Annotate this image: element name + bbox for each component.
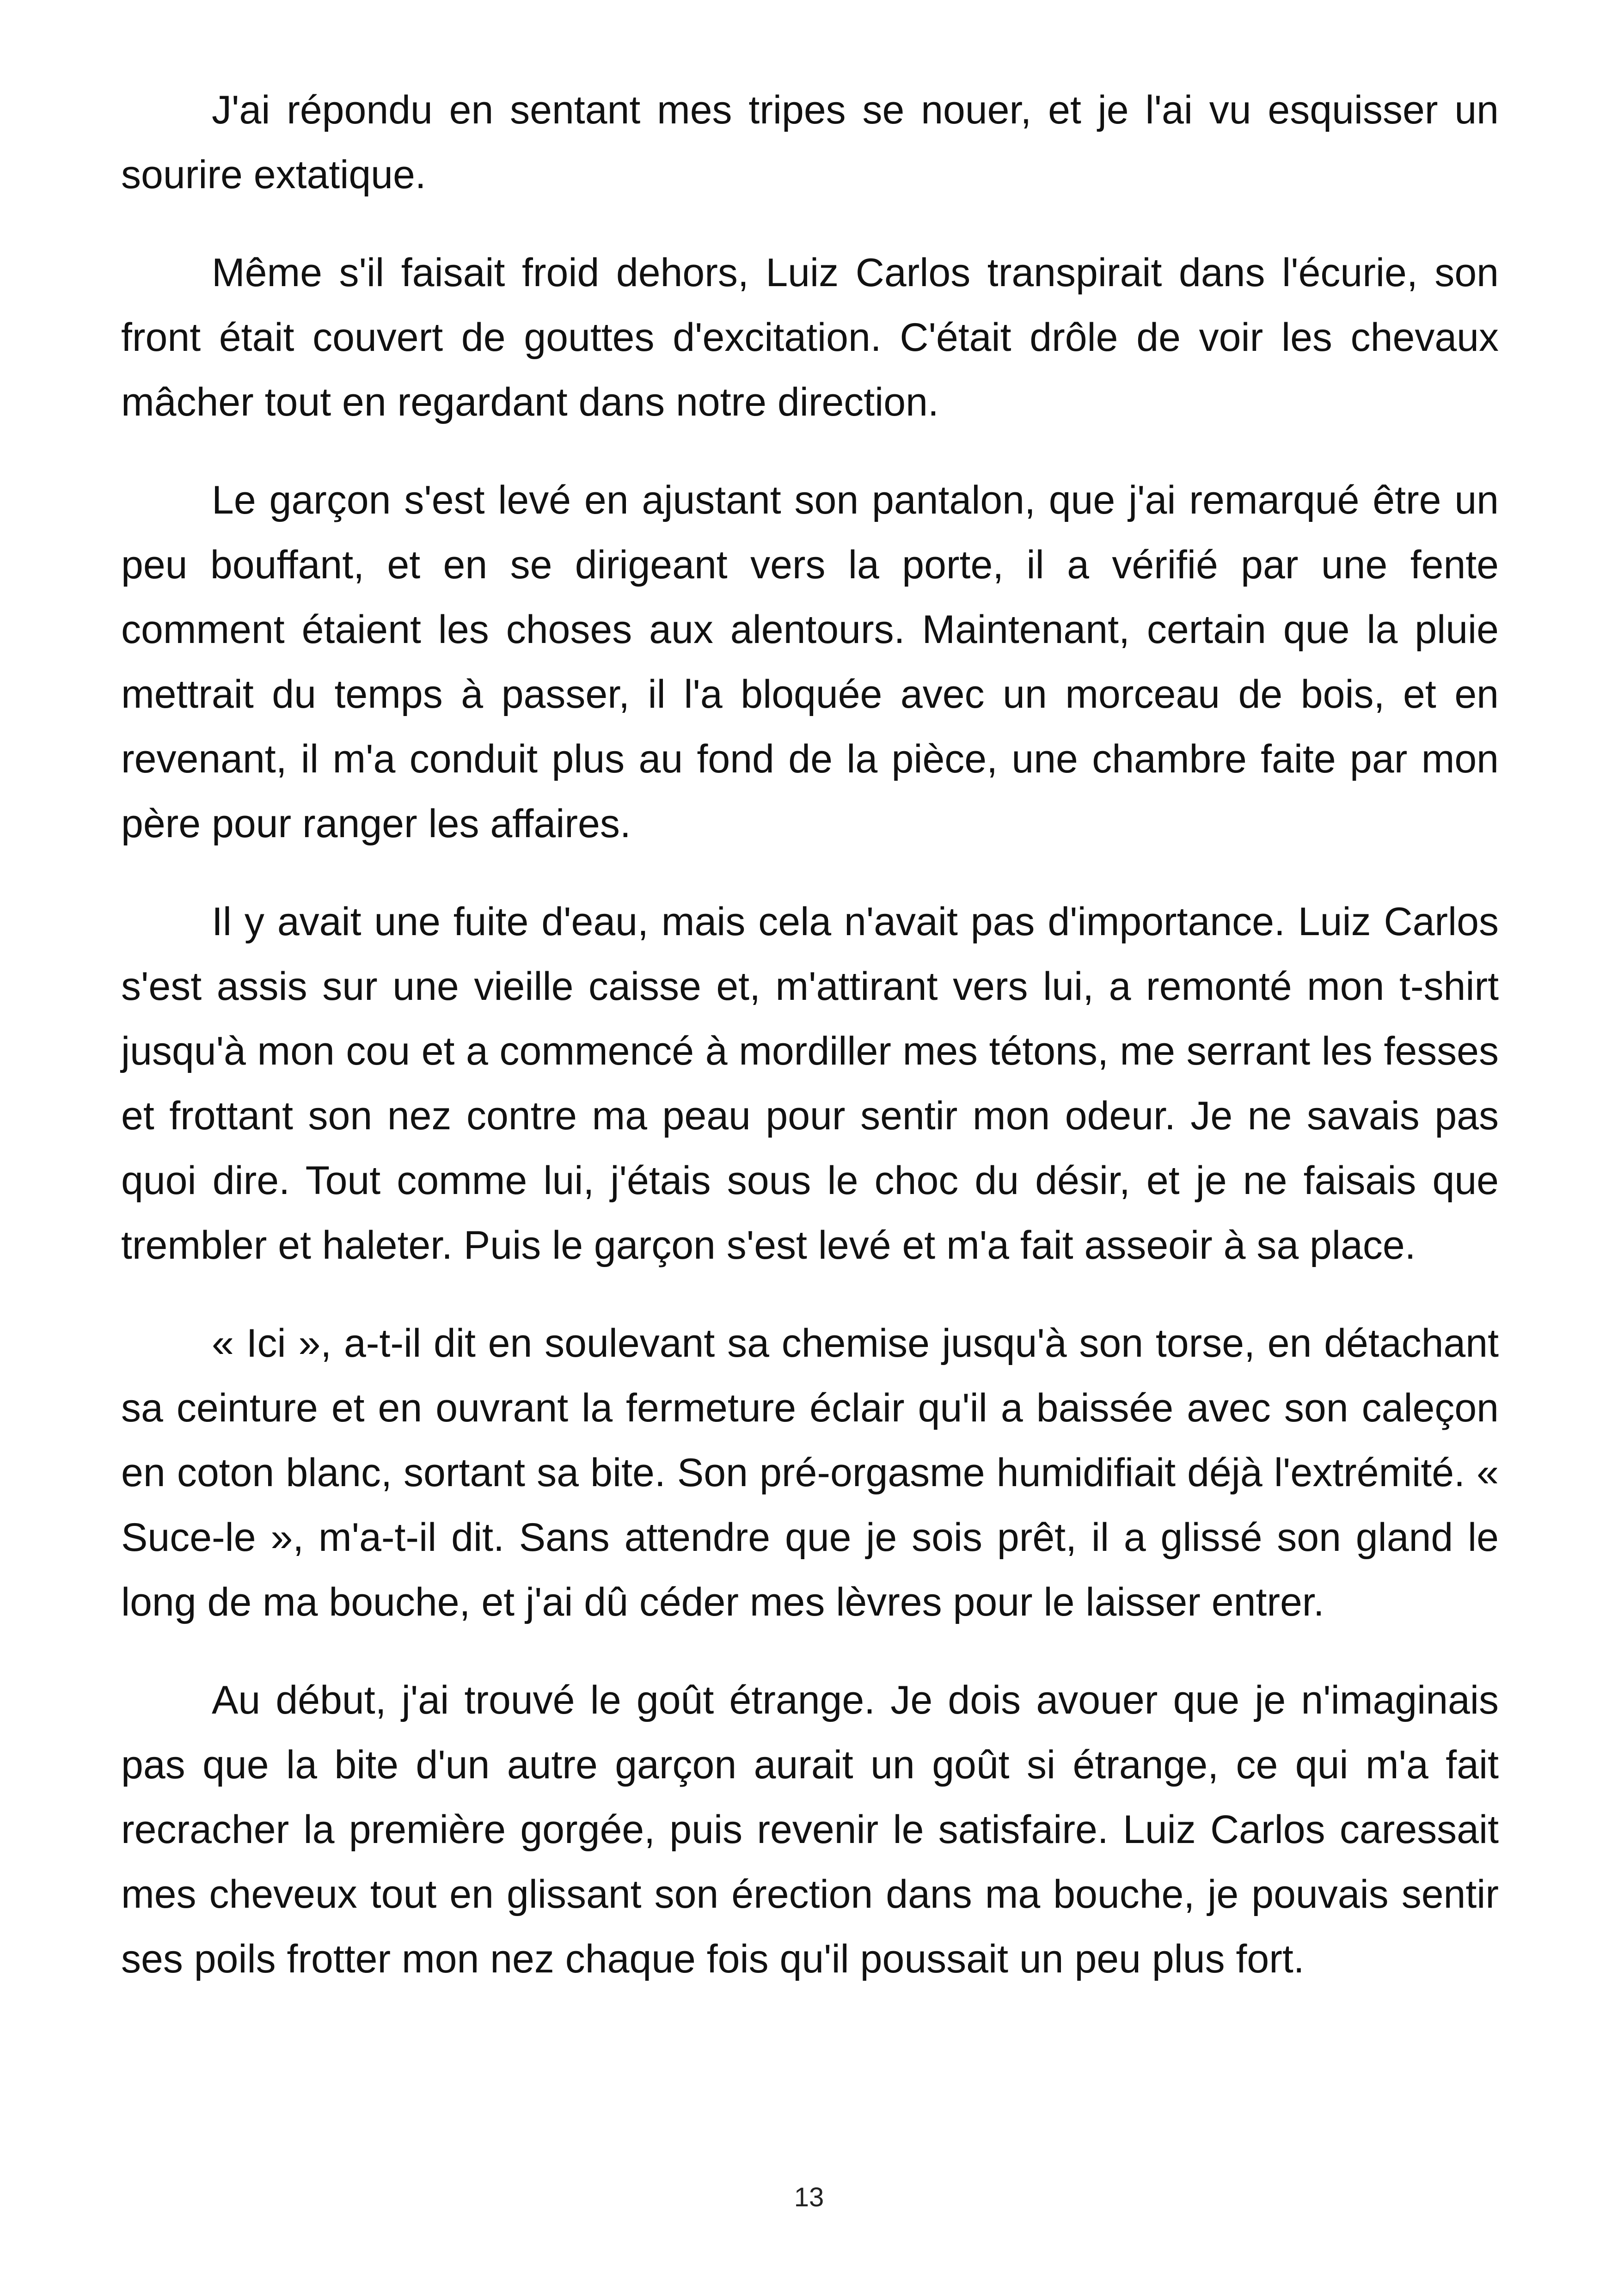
page-number: 13 [794,2182,824,2212]
paragraph-3: Le garçon s'est levé en ajustant son pantalon, que j'ai remarqué être un peu bouffant, et en se dirigeant vers la porte, il a vérifié par une fente comment étaient les choses aux alentours. Maintenant, certain que la pluie mettrait du temps à passer, il l'a bloquée avec un morceau de bois, et en revenant, il m'a conduit plus au fond de la pièce, une chambre faite par mon père pour ranger les affaires. [121,478,1499,846]
paragraph-5: « Ici », a-t-il dit en soulevant sa chemise jusqu'à son torse, en détachant sa ceinture et en ouvrant la fermeture éclair qu'il a baissée avec son caleçon en coton blanc, sortant sa bite. Son pré-orgasme humidifiait déjà l'extrémité. « Suce-le », m'a-t-il dit. Sans attendre que je sois prêt, il a glissé son gland le long de ma bouche, et j'ai dû céder mes lèvres pour le laisser entrer. [121,1321,1499,1624]
body-text [121,78,1499,2025]
paragraph-2: Même s'il faisait froid dehors, Luiz Carlos transpirait dans l'écurie, son front était couvert de gouttes d'excitation. C'était drôle de voir les chevaux mâcher tout en regardant dans notre direction. [121,251,1499,424]
paragraph-1: J'ai répondu en sentant mes tripes se nouer, et je l'ai vu esquisser un sourire extatique. [121,88,1499,197]
paragraph-6: Au début, j'ai trouvé le goût étrange. Je dois avouer que je n'imaginais pas que la bite d'un autre garçon aurait un goût si étrange, ce qui m'a fait recracher la première gorgée, puis revenir le satisfaire. Luiz Carlos caressait mes cheveux tout en glissant son érection dans ma bouche, je pouvais sentir ses poils frotter mon nez chaque fois qu'il poussait un peu plus fort. [121,1678,1499,1981]
paragraph-4: Il y avait une fuite d'eau, mais cela n'avait pas d'importance. Luiz Carlos s'est assis sur une vieille caisse et, m'attirant vers lui, a remonté mon t-shirt jusqu'à mon cou et a commencé à mordiller mes tétons, me serrant les fesses et frottant son nez contre ma peau pour sentir mon odeur. Je ne savais pas quoi dire. Tout comme lui, j'étais sous le choc du désir, et je ne faisais que trembler et haleter. Puis le garçon s'est levé et m'a fait asseoir à sa place. [121,900,1499,1267]
